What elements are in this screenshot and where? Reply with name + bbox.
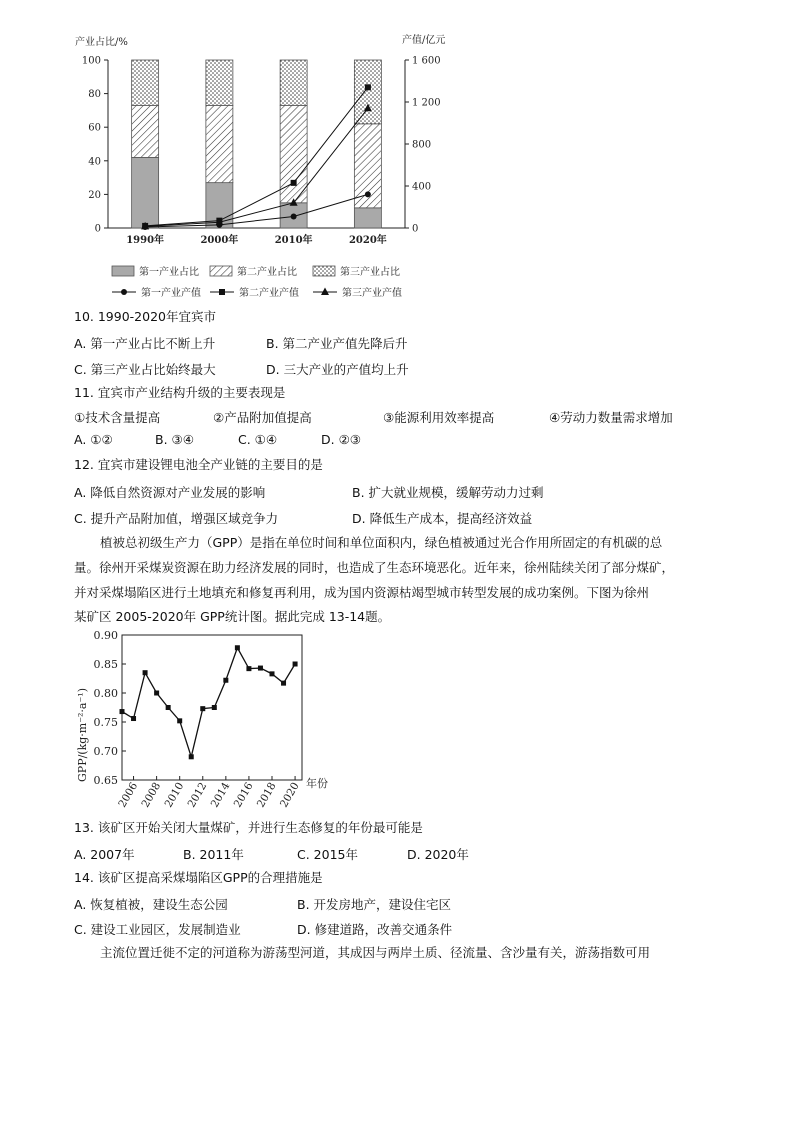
- right-tick-label: 1 200: [412, 97, 441, 109]
- legend-marker: [321, 288, 329, 296]
- x-tick-label: 2020年: [348, 235, 387, 246]
- bar-segment: [132, 60, 159, 105]
- x-tick-label: 2016: [231, 780, 256, 810]
- y-tick-label: 0.80: [93, 687, 118, 700]
- x-tick-label: 2006: [116, 780, 141, 810]
- q13-option-a: A. 2007年: [74, 847, 135, 862]
- gpp-x-axis-label: 年份: [306, 777, 328, 790]
- q14-option-a: A. 恢复植被，建设生态公园: [74, 897, 228, 912]
- q10-option-a: A. 第一产业占比不断上升: [74, 336, 216, 351]
- legend-swatch: [112, 266, 134, 276]
- q12-stem: 12. 宜宾市建设锂电池全产业链的主要目的是: [74, 457, 323, 472]
- left-tick-label: 80: [88, 89, 101, 101]
- data-point: [291, 180, 297, 186]
- q10-stem: 10. 1990-2020年宜宾市: [74, 309, 216, 324]
- legend-label: 第三产业占比: [340, 267, 400, 278]
- q10-option-b: B. 第二产业产值先降后升: [266, 336, 408, 351]
- right-tick-label: 1 600: [412, 55, 441, 67]
- q11-item-3: ③能源利用效率提高: [383, 410, 495, 425]
- y-tick-label: 0.90: [93, 629, 118, 642]
- q11-option-c: C. ①④: [238, 432, 278, 447]
- x-tick-label: 2018: [254, 780, 279, 810]
- y-tick-label: 0.70: [93, 745, 118, 758]
- right-tick-label: 0: [412, 223, 419, 235]
- legend-swatch: [210, 266, 232, 276]
- q10-option-d: D. 三大产业的产值均上升: [266, 362, 409, 377]
- gpp-point: [246, 666, 251, 671]
- x-tick-label: 2014: [208, 780, 233, 810]
- q10-option-c: C. 第三产业占比始终最大: [74, 362, 216, 377]
- q11-item-2: ②产品附加值提高: [213, 410, 312, 425]
- gpp-point: [166, 705, 171, 710]
- q14-option-d: D. 修建道路，改善交通条件: [297, 922, 453, 937]
- q13-option-b: B. 2011年: [183, 847, 244, 862]
- bar-segment: [206, 60, 233, 105]
- legend-label: 第三产业产值: [342, 288, 402, 299]
- gpp-chart: [70, 625, 350, 825]
- q11-option-a: A. ①②: [74, 432, 113, 447]
- q14-stem: 14. 该矿区提高采煤塌陷区GPP的合理措施是: [74, 870, 323, 885]
- bar-segment: [132, 157, 159, 228]
- q13-stem: 13. 该矿区开始关闭大量煤矿，并进行生态修复的年份最可能是: [74, 820, 423, 835]
- left-tick-label: 60: [88, 122, 101, 134]
- x-tick-label: 2012: [185, 780, 210, 810]
- left-tick-label: 20: [88, 189, 101, 201]
- q11-option-b: B. ③④: [155, 432, 194, 447]
- series-line: [145, 194, 368, 227]
- y-tick-label: 0.75: [93, 716, 118, 729]
- gpp-point: [177, 718, 182, 723]
- left-tick-label: 0: [94, 223, 101, 235]
- q11-item-4: ④劳动力数量需求增加: [549, 410, 673, 425]
- gpp-point: [120, 709, 125, 714]
- x-tick-label: 2010年: [274, 235, 313, 246]
- passage1-line-4: 某矿区 2005-2020年 GPP统计图。据此完成 13-14题。: [74, 609, 391, 624]
- gpp-point: [223, 678, 228, 683]
- gpp-point: [189, 754, 194, 759]
- legend-label: 第二产业产值: [239, 288, 299, 299]
- q14-option-c: C. 建设工业园区，发展制造业: [74, 922, 241, 937]
- q11-stem: 11. 宜宾市产业结构升级的主要表现是: [74, 385, 286, 400]
- y-tick-label: 0.85: [93, 658, 118, 671]
- q12-option-b: B. 扩大就业规模，缓解劳动力过剩: [352, 485, 544, 500]
- x-tick-label: 2020: [277, 780, 302, 810]
- left-tick-label: 40: [88, 156, 101, 168]
- left-tick-label: 100: [81, 55, 101, 67]
- bar-segment: [354, 208, 381, 228]
- bar-segment: [354, 60, 381, 124]
- series-line: [145, 87, 368, 226]
- gpp-point: [258, 666, 263, 671]
- q11-item-1: ①技术含量提高: [74, 410, 161, 425]
- x-tick-label: 2010: [162, 780, 187, 810]
- passage1-line-3: 并对采煤塌陷区进行土地填充和修复再利用，成为国内资源枯竭型城市转型发展的成功案例。下图为徐州: [74, 585, 650, 600]
- passage1-line-1: 植被总初级生产力（GPP）是指在单位时间和单位面积内，绿色植被通过光合作用所固定的有机碳的总: [100, 535, 663, 550]
- passage1-line-2: 量。徐州开采煤炭资源在助力经济发展的同时，也造成了生态环境恶化。近年来，徐州陆续关闭了部分煤矿，: [74, 560, 675, 575]
- q13-option-d: D. 2020年: [407, 847, 469, 862]
- gpp-y-axis-label: GPP/(kg·m⁻²·a⁻¹): [76, 688, 89, 782]
- bar-segment: [206, 105, 233, 182]
- q12-option-a: A. 降低自然资源对产业发展的影响: [74, 485, 266, 500]
- right-axis-label: 产值/亿元: [402, 35, 446, 46]
- gpp-point: [212, 705, 217, 710]
- left-axis-label: 产业占比/%: [75, 37, 128, 48]
- legend-marker: [219, 289, 225, 295]
- legend-label: 第二产业占比: [237, 267, 297, 278]
- x-tick-label: 2000年: [200, 235, 239, 246]
- q12-option-c: C. 提升产品附加值，增强区域竞争力: [74, 511, 279, 526]
- right-tick-label: 400: [412, 181, 432, 193]
- x-tick-label: 1990年: [126, 235, 165, 246]
- bar-segment: [280, 60, 307, 105]
- y-tick-label: 0.65: [93, 774, 118, 787]
- gpp-point: [131, 716, 136, 721]
- gpp-point: [143, 670, 148, 675]
- gpp-point: [293, 662, 298, 667]
- gpp-line: [122, 648, 295, 757]
- series-line: [145, 108, 368, 226]
- gpp-point: [281, 681, 286, 686]
- legend-label: 第一产业产值: [141, 288, 201, 299]
- q12-option-d: D. 降低生产成本，提高经济效益: [352, 511, 533, 526]
- bar-segment: [132, 105, 159, 157]
- data-point: [291, 213, 297, 219]
- gpp-point: [154, 691, 159, 696]
- x-tick-label: 2008: [139, 780, 164, 810]
- legend-swatch: [313, 266, 335, 276]
- legend-marker: [121, 289, 127, 295]
- gpp-point: [200, 706, 205, 711]
- data-point: [365, 191, 371, 197]
- gpp-point: [270, 671, 275, 676]
- passage2-line-1: 主流位置迁徙不定的河道称为游荡型河道，其成因与两岸土质、径流量、含沙量有关，游荡指数可用: [100, 945, 651, 960]
- data-point: [365, 84, 371, 90]
- q14-option-b: B. 开发房地产，建设住宅区: [297, 897, 452, 912]
- q13-option-c: C. 2015年: [297, 847, 358, 862]
- right-tick-label: 800: [412, 139, 432, 151]
- industry-structure-chart: [70, 30, 470, 335]
- gpp-point: [235, 645, 240, 650]
- legend-label: 第一产业占比: [139, 267, 199, 278]
- q11-option-d: D. ②③: [321, 432, 361, 447]
